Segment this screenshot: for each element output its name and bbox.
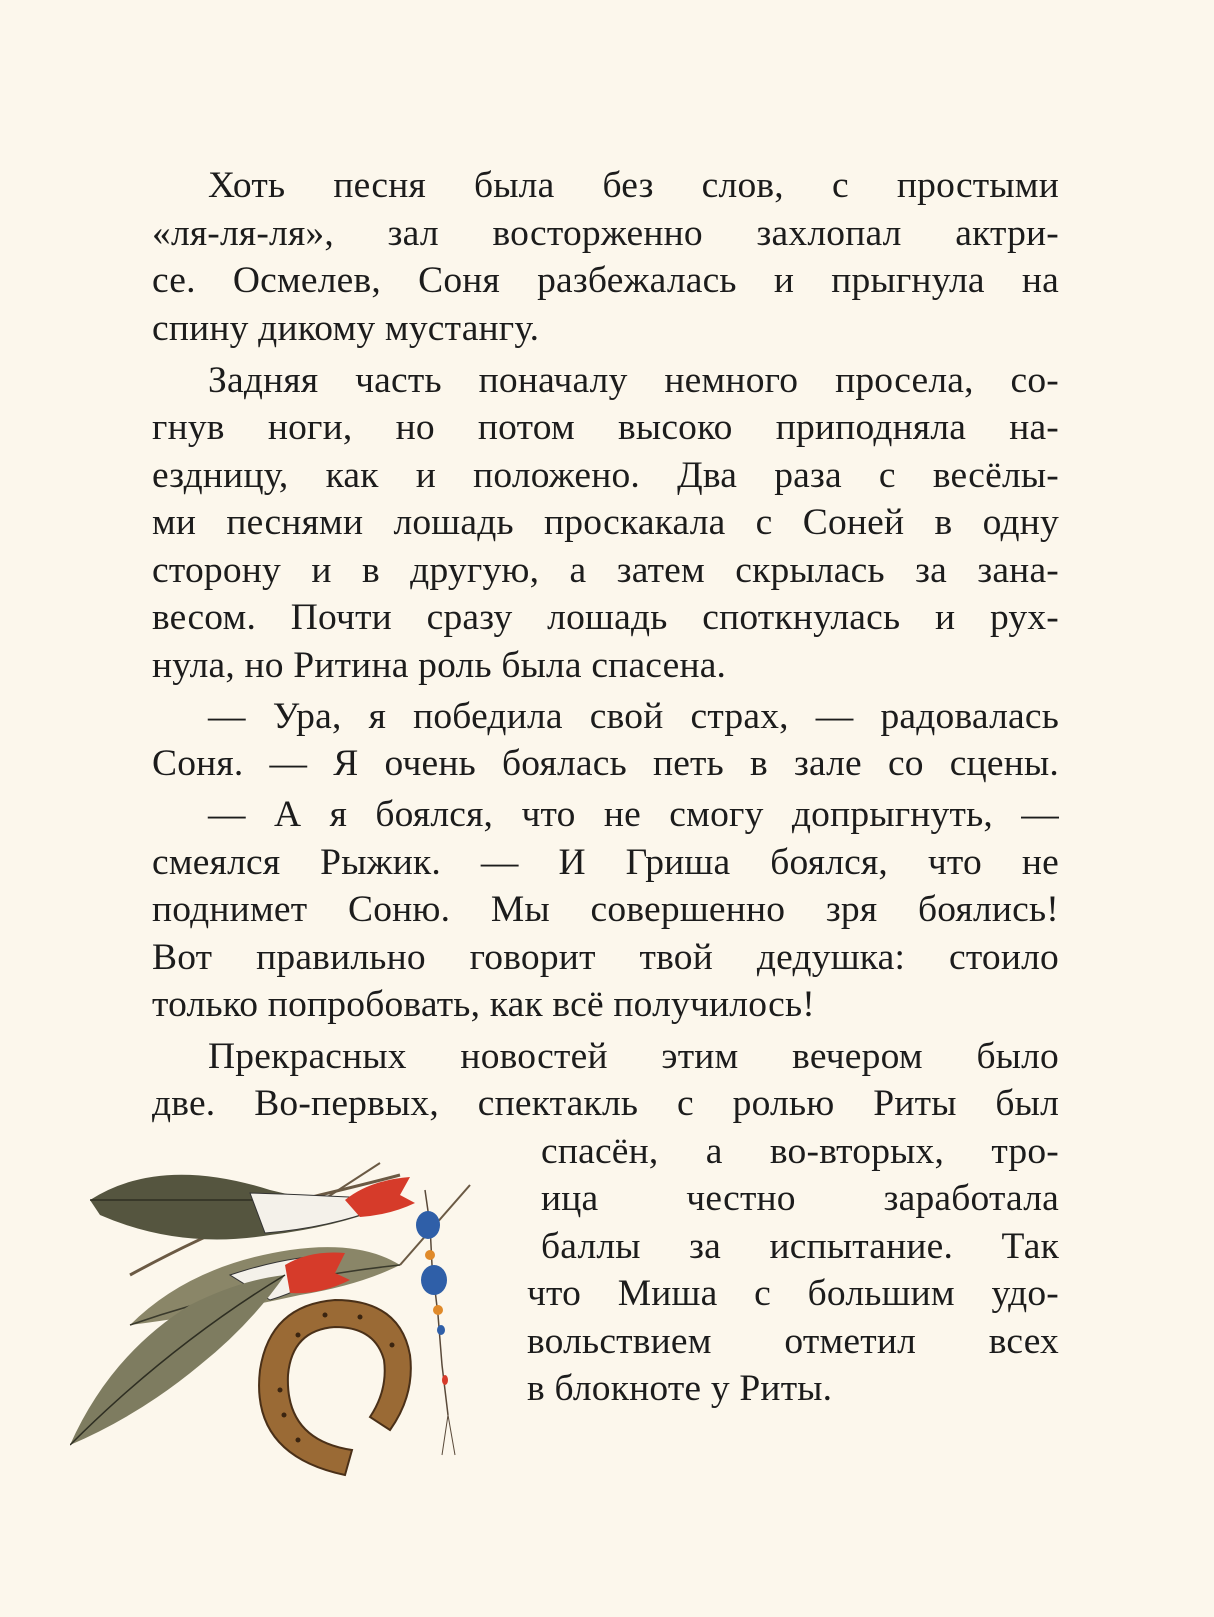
text-line: что Миша с большим удо- — [527, 1273, 1059, 1314]
text-line: гнув ноги, но потом высоко приподняла на- — [152, 407, 1059, 448]
text-line: ми песнями лошадь проскакала с Соней в одну — [152, 502, 1059, 543]
text-line: в блокноте у Риты. — [527, 1368, 833, 1409]
text-line: только попробовать, как всё получилось! — [152, 984, 815, 1025]
text-line: поднимет Соню. Мы совершенно зря боялись! — [152, 889, 1059, 930]
text-line: смеялся Рыжик. — И Гриша боялся, что не — [152, 842, 1059, 883]
text-line: Задняя часть поначалу немного просела, со- — [208, 360, 1059, 401]
text-line: баллы за испытание. Так — [541, 1226, 1059, 1267]
text-line: Хоть песня была без слов, с простыми — [208, 165, 1059, 206]
text-line: спасён, а во-вторых, тро- — [541, 1131, 1059, 1172]
text-line: — Ура, я победила свой страх, — радовалась — [208, 696, 1059, 737]
text-line: ица честно заработала — [541, 1178, 1059, 1219]
text-line: «ля-ля-ля», зал восторженно захлопал актри- — [152, 213, 1059, 254]
text-line: ездницу, как и положено. Два раза с весёлы- — [152, 455, 1059, 496]
text-line: весом. Почти сразу лошадь споткнулась и рух- — [152, 597, 1059, 638]
text-line: вольствием отметил всех — [527, 1321, 1059, 1362]
text-line: Прекрасных новостей этим вечером было — [208, 1036, 1059, 1077]
text-line: — А я боялся, что не смогу допрыгнуть, — — [208, 794, 1059, 835]
feathers-horseshoe-icon — [70, 1155, 510, 1495]
text-line: нула, но Ритина роль была спасена. — [152, 645, 727, 686]
text-line: спину дикому мустангу. — [152, 308, 540, 349]
text-line: се. Осмелев, Соня разбежалась и прыгнула на — [152, 260, 1059, 301]
text-line: сторону и в другую, а затем скрылась за зана- — [152, 550, 1059, 591]
text-line: Вот правильно говорит твой дедушка: стоило — [152, 937, 1059, 978]
text-line: две. Во-первых, спектакль с ролью Риты был — [152, 1083, 1059, 1124]
text-line: Соня. — Я очень боялась петь в зале со сцены. — [152, 743, 1059, 784]
